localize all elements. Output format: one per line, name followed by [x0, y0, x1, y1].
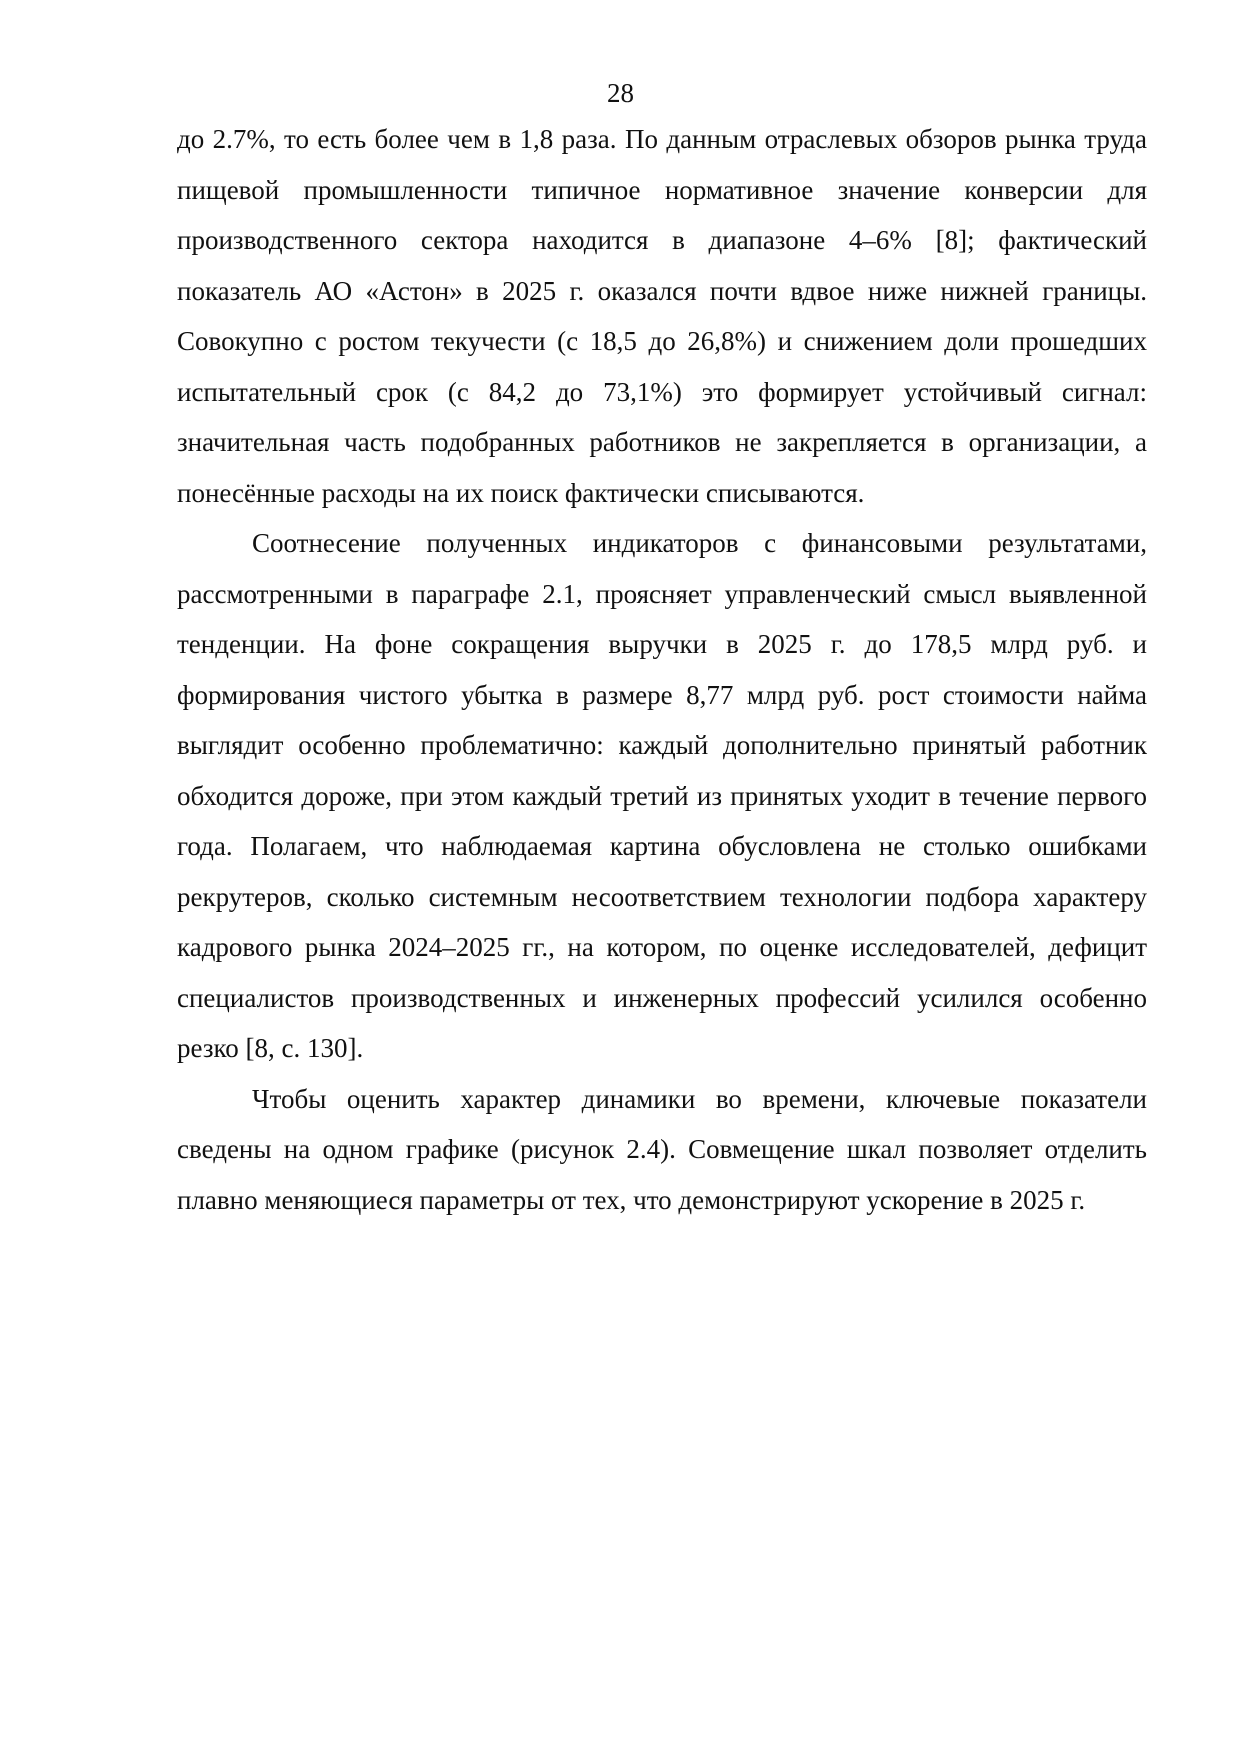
- paragraph-continued: до 2.7%, то есть более чем в 1,8 раза. По данным отраслевых обзоров рынка труда пищевой промышленности типичное нормативное значение конверсии для производственного сектора находится в диапазоне 4–6% [8]; фактический показатель АО «Астон» в 2025 г. оказался почти вдвое ниже нижней границы. Совокупно с ростом текучести (с 18,5 до 26,8%) и снижением доли прошедших испытательный срок (с 84,2 до 73,1%) это формирует устойчивый сигнал: значительная часть подобранных работников не закрепляется в организации, а понесённые расходы на их поиск фактически списываются.: [177, 124, 1147, 508]
- document-body: [177, 114, 1147, 1225]
- paragraph-dynamics: Чтобы оценить характер динамики во времени, ключевые показатели сведены на одном графике (рисунок 2.4). Совмещение шкал позволяет отделить плавно меняющиеся параметры от тех, что демонстрируют ускорение в 2025 г.: [177, 1083, 1147, 1215]
- paragraph-financial-results: Соотнесение полученных индикаторов с финансовыми результатами, рассмотренными в параграфе 2.1, проясняет управленческий смысл выявленной тенденции. На фоне сокращения выручки в 2025 г. до 178,5 млрд руб. и формирования чистого убытка в размере 8,77 млрд руб. рост стоимости найма выглядит особенно проблематично: каждый дополнительно принятый работник обходится дороже, при этом каждый третий из принятых уходит в течение первого года. Полагаем, что наблюдаемая картина обусловлена не столько ошибками рекрутеров, сколько системным несоответствием технологии подбора характеру кадрового рынка 2024–2025 гг., на котором, по оценке исследователей, дефицит специалистов производственных и инженерных профессий усилился особенно резко [8, с. 130].: [177, 528, 1147, 1063]
- page-number: 28: [607, 78, 634, 108]
